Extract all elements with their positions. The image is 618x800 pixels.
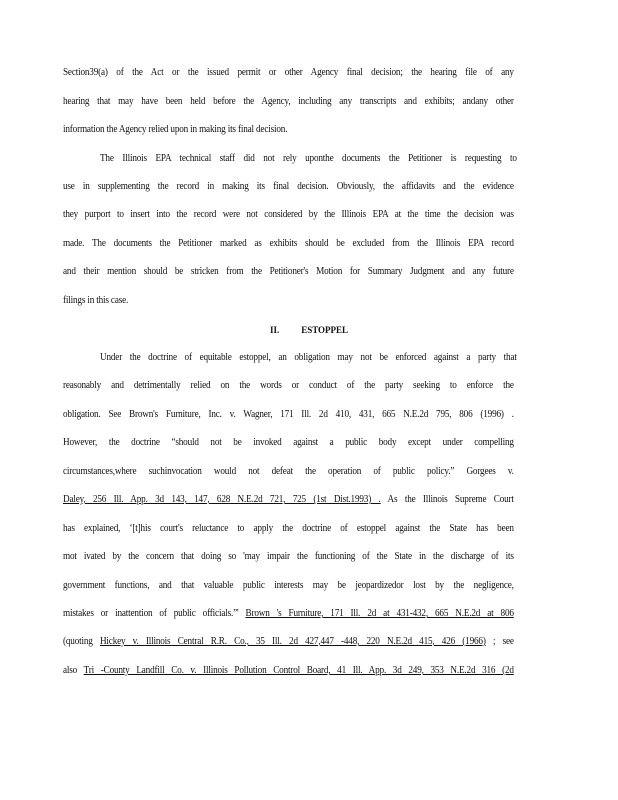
paragraph-2-line-2: use in supplementing the record in making its final decision. Obviously, the affidavits and the evidence — [63, 181, 514, 192]
paragraph-3-line-12-text: also — [63, 665, 84, 676]
paragraph-1-line-1: Section39(a) of the Act or the issued permit or other Agency final decision; the hearing file of any — [63, 67, 514, 78]
paragraph-3-line-11-text: (quoting — [63, 636, 100, 647]
paragraph-3-line-4: However, the doctrine “should not be invoked against a public body except under compelling — [63, 437, 514, 448]
paragraph-3-line-11 — [63, 636, 514, 648]
section-number: II. — [269, 325, 280, 335]
paragraph-3-line-10 — [63, 608, 514, 620]
paragraph-3-line-9: government functions, and that valuable public interests may be jeopardizedor lost by the negligence, — [63, 580, 514, 591]
paragraph-1-line-3: information the Agency relied upon in making its final decision. — [63, 124, 288, 135]
paragraph-3-line-10-text: mistakes or inattention of public officials.”' — [63, 608, 246, 619]
citation-gorgees: Daley, 256 Ill. App. 3d 143, 147, 628 N.E.2d 721, 725 (1st Dist.1993) . — [63, 494, 381, 505]
paragraph-3-line-5: circumstances,where suchinvocation would not defeat the operation of public policy.” Gorgees v. — [63, 466, 514, 477]
paragraph-3-line-8: mot ivated by the concern that doing so 'may impair the functioning of the State in the discharge of its — [63, 551, 514, 562]
citation-browns-furniture: Brown 's Furniture, 171 Ill. 2d at 431-432, 665 N.E.2d at 806 — [245, 608, 514, 619]
paragraph-2-line-6: filings in this case. — [63, 295, 129, 306]
paragraph-2-line-3: they purport to insert into the record were not considered by the Illinois EPA at the time the decision was — [63, 209, 514, 220]
section-title: ESTOPPEL — [301, 325, 349, 335]
paragraph-2-line-5: and their mention should be stricken from the Petitioner's Motion for Summary Judgment and any future — [63, 266, 514, 277]
paragraph-2-line-1: The Illinois EPA technical staff did not rely uponthe documents the Petitioner is requesting to — [100, 153, 517, 164]
paragraph-3-line-1: Under the doctrine of equitable estoppel, an obligation may not be enforced against a party that — [100, 352, 517, 363]
citation-hickey: Hickey v. Illinois Central R.R. Co., 35 Ill. 2d 427,447 -448, 220 N.E.2d 415, 426 (1966) — [99, 636, 486, 647]
paragraph-3-line-7: has explained, ‘[t]his court's reluctance to apply the doctrine of estoppel against the State has been — [63, 523, 514, 534]
section-heading — [0, 324, 618, 336]
paragraph-3-line-2: reasonably and detrimentally relied on the words or conduct of the party seeking to enforce the — [63, 380, 514, 391]
paragraph-1-line-2: hearing that may have been held before the Agency, including any transcripts and exhibits; andany other — [63, 96, 514, 107]
paragraph-3-line-6-text: As the Illinois Supreme Court — [380, 494, 514, 505]
paragraph-2-line-4: made. The documents the Petitioner marked as exhibits should be excluded from the Illinois EPA record — [63, 238, 514, 249]
paragraph-3-line-11-end: ; see — [485, 636, 514, 647]
paragraph-3-line-3: obligation. See Brown's Furniture, Inc. v. Wagner, 171 Ill. 2d 410, 431, 665 N.E.2d 795, 806 (1996) . — [63, 409, 514, 420]
paragraph-3-line-6 — [63, 494, 514, 506]
paragraph-3-line-12 — [63, 665, 514, 677]
citation-tri-county: Tri -County Landfill Co. v. Illinois Pollution Control Board, 41 Ill. App. 3d 249, 353 N.E.2d 316 (2d — [83, 665, 514, 676]
